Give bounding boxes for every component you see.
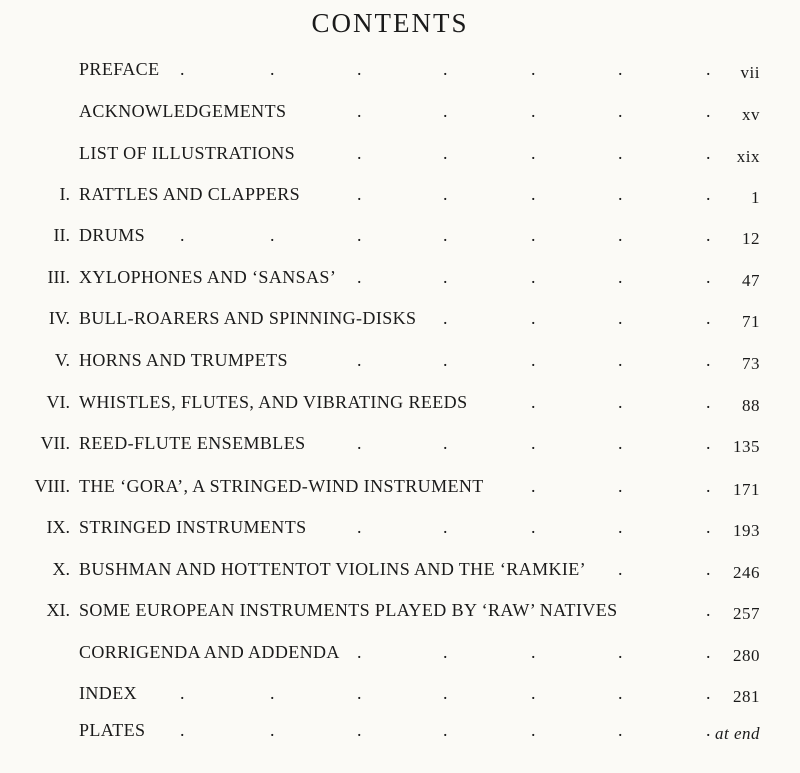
leader-dot: .: [180, 720, 185, 740]
leader-dot: .: [270, 720, 275, 740]
dot-leader: [0, 142, 800, 164]
chapter-number: I.: [59, 184, 70, 204]
leader-dot: .: [443, 517, 448, 537]
page-number: 12: [742, 229, 760, 248]
leader-dot: .: [706, 559, 711, 579]
leader-dot: .: [443, 720, 448, 740]
leader-dot: .: [706, 350, 711, 370]
leader-dot: .: [618, 143, 623, 163]
toc-entry-chapter-9[interactable]: [0, 508, 800, 546]
leader-dot: .: [706, 720, 711, 740]
toc-entry-chapter-3[interactable]: [0, 258, 800, 296]
dot-leader: [0, 682, 800, 704]
leader-dot: .: [443, 267, 448, 287]
dot-leader: [0, 391, 800, 413]
leader-dot: .: [443, 59, 448, 79]
leader-dot: .: [618, 642, 623, 662]
leader-dot: .: [706, 600, 711, 620]
leader-dot: .: [180, 59, 185, 79]
toc-entry-chapter-2[interactable]: [0, 216, 800, 254]
toc-entry-chapter-6[interactable]: [0, 383, 800, 421]
leader-dot: .: [357, 683, 362, 703]
leader-dot: .: [357, 184, 362, 204]
page-number: 193: [733, 521, 760, 540]
entry-title: INDEX: [79, 683, 137, 703]
toc-entry-preface[interactable]: [0, 50, 800, 88]
page-number: 71: [742, 312, 760, 331]
leader-dot: .: [270, 683, 275, 703]
page-number: 246: [733, 563, 760, 582]
leader-dot: .: [443, 101, 448, 121]
entry-title: REED-FLUTE ENSEMBLES: [79, 433, 306, 453]
leader-dot: .: [443, 225, 448, 245]
leader-dot: .: [706, 392, 711, 412]
leader-dot: .: [706, 433, 711, 453]
toc-entry-chapter-5[interactable]: [0, 341, 800, 379]
page-number: 257: [733, 604, 760, 623]
leader-dot: .: [443, 642, 448, 662]
toc-entry-index[interactable]: [0, 674, 800, 712]
leader-dot: .: [357, 642, 362, 662]
entry-title: SOME EUROPEAN INSTRUMENTS PLAYED BY ‘RAW’ NATIVES: [79, 600, 618, 620]
dot-leader: [0, 432, 800, 454]
dot-leader: [0, 307, 800, 329]
leader-dot: .: [357, 225, 362, 245]
leader-dot: .: [706, 683, 711, 703]
leader-dot: .: [618, 350, 623, 370]
leader-dot: .: [618, 517, 623, 537]
entry-title: ACKNOWLEDGEMENTS: [79, 101, 287, 121]
page-number: 135: [733, 437, 760, 456]
toc-entry-chapter-11[interactable]: [0, 591, 800, 629]
chapter-number: VIII.: [34, 476, 70, 496]
leader-dot: .: [706, 101, 711, 121]
leader-dot: .: [618, 101, 623, 121]
leader-dot: .: [618, 433, 623, 453]
chapter-number: X.: [52, 559, 70, 579]
chapter-number: XI.: [46, 600, 70, 620]
entry-title: XYLOPHONES AND ‘SANSAS’: [79, 267, 337, 287]
leader-dot: .: [618, 683, 623, 703]
leader-dot: .: [618, 720, 623, 740]
chapter-number: IX.: [46, 517, 70, 537]
dot-leader: [0, 183, 800, 205]
dot-leader: [0, 475, 800, 497]
leader-dot: .: [270, 225, 275, 245]
dot-leader: [0, 224, 800, 246]
chapter-number: IV.: [48, 308, 70, 328]
leader-dot: .: [531, 476, 536, 496]
page-number: at end: [714, 724, 760, 743]
entry-title: BUSHMAN AND HOTTENTOT VIOLINS AND THE ‘RAMKIE’: [79, 559, 587, 579]
leader-dot: .: [357, 267, 362, 287]
dot-leader: [0, 719, 800, 741]
leader-dot: .: [618, 267, 623, 287]
chapter-number: VI.: [46, 392, 70, 412]
dot-leader: [0, 516, 800, 538]
leader-dot: .: [443, 308, 448, 328]
leader-dot: .: [443, 184, 448, 204]
leader-dot: .: [357, 517, 362, 537]
leader-dot: .: [706, 59, 711, 79]
leader-dot: .: [531, 433, 536, 453]
leader-dot: .: [531, 350, 536, 370]
leader-dot: .: [357, 143, 362, 163]
leader-dot: .: [531, 720, 536, 740]
leader-dot: .: [531, 101, 536, 121]
leader-dot: .: [618, 308, 623, 328]
leader-dot: .: [618, 225, 623, 245]
leader-dot: .: [706, 267, 711, 287]
chapter-number: III.: [47, 267, 70, 287]
leader-dot: .: [706, 308, 711, 328]
entry-title: STRINGED INSTRUMENTS: [79, 517, 307, 537]
leader-dot: .: [443, 683, 448, 703]
toc-entry-chapter-8[interactable]: [0, 467, 800, 505]
leader-dot: .: [531, 642, 536, 662]
leader-dot: .: [618, 559, 623, 579]
leader-dot: .: [531, 59, 536, 79]
entry-title: PLATES: [79, 720, 146, 740]
toc-entry-chapter-4[interactable]: [0, 299, 800, 337]
leader-dot: .: [706, 225, 711, 245]
leader-dot: .: [706, 143, 711, 163]
leader-dot: .: [706, 642, 711, 662]
entry-title: DRUMS: [79, 225, 146, 245]
toc-entry-chapter-1[interactable]: [0, 175, 800, 213]
toc-entry-list-of-illustrations[interactable]: [0, 134, 800, 172]
dot-leader: [0, 641, 800, 663]
leader-dot: .: [531, 683, 536, 703]
leader-dot: .: [531, 392, 536, 412]
leader-dot: .: [531, 184, 536, 204]
entry-title: CORRIGENDA AND ADDENDA: [79, 642, 340, 662]
toc-entry-chapter-10[interactable]: [0, 550, 800, 588]
leader-dot: .: [357, 350, 362, 370]
leader-dot: .: [180, 225, 185, 245]
leader-dot: .: [531, 517, 536, 537]
chapter-number: II.: [53, 225, 70, 245]
leader-dot: .: [618, 476, 623, 496]
leader-dot: .: [706, 184, 711, 204]
entry-title: LIST OF ILLUSTRATIONS: [79, 143, 296, 163]
leader-dot: .: [618, 184, 623, 204]
toc-entry-corrigenda[interactable]: [0, 633, 800, 671]
leader-dot: .: [357, 720, 362, 740]
page-title: CONTENTS: [311, 8, 469, 38]
dot-leader: [0, 58, 800, 80]
dot-leader: [0, 266, 800, 288]
entry-title: HORNS AND TRUMPETS: [79, 350, 288, 370]
toc-entry-plates[interactable]: [0, 711, 800, 749]
leader-dot: .: [531, 308, 536, 328]
toc-entry-acknowledgements[interactable]: [0, 92, 800, 130]
leader-dot: .: [443, 143, 448, 163]
entry-title: THE ‘GORA’, A STRINGED-WIND INSTRUMENT: [79, 476, 484, 496]
dot-leader: [0, 558, 800, 580]
leader-dot: .: [618, 392, 623, 412]
page-number: 73: [742, 354, 760, 373]
page-number: 88: [742, 396, 760, 415]
leader-dot: .: [357, 433, 362, 453]
page-number: xv: [742, 105, 760, 124]
leader-dot: .: [531, 267, 536, 287]
entry-title: BULL-ROARERS AND SPINNING-DISKS: [79, 308, 417, 328]
chapter-number: VII.: [40, 433, 70, 453]
leader-dot: .: [706, 517, 711, 537]
page-number: 47: [742, 271, 760, 290]
dot-leader: [0, 100, 800, 122]
leader-dot: .: [443, 433, 448, 453]
page-number: vii: [740, 63, 760, 82]
leader-dot: .: [270, 59, 275, 79]
leader-dot: .: [706, 476, 711, 496]
entry-title: RATTLES AND CLAPPERS: [79, 184, 301, 204]
entry-title: WHISTLES, FLUTES, AND VIBRATING REEDS: [79, 392, 468, 412]
leader-dot: .: [531, 143, 536, 163]
leader-dot: .: [180, 683, 185, 703]
page-number: 1: [751, 188, 760, 207]
page-number: 171: [733, 480, 760, 499]
dot-leader: [0, 349, 800, 371]
leader-dot: .: [618, 59, 623, 79]
entry-title: PREFACE: [79, 59, 160, 79]
leader-dot: .: [443, 350, 448, 370]
leader-dot: .: [357, 59, 362, 79]
page-number: 280: [733, 646, 760, 665]
page-number: 281: [733, 687, 760, 706]
dot-leader: [0, 599, 800, 621]
leader-dot: .: [357, 101, 362, 121]
leader-dot: .: [531, 225, 536, 245]
toc-entry-chapter-7[interactable]: [0, 424, 800, 462]
page-number: xix: [736, 147, 760, 166]
chapter-number: V.: [54, 350, 70, 370]
